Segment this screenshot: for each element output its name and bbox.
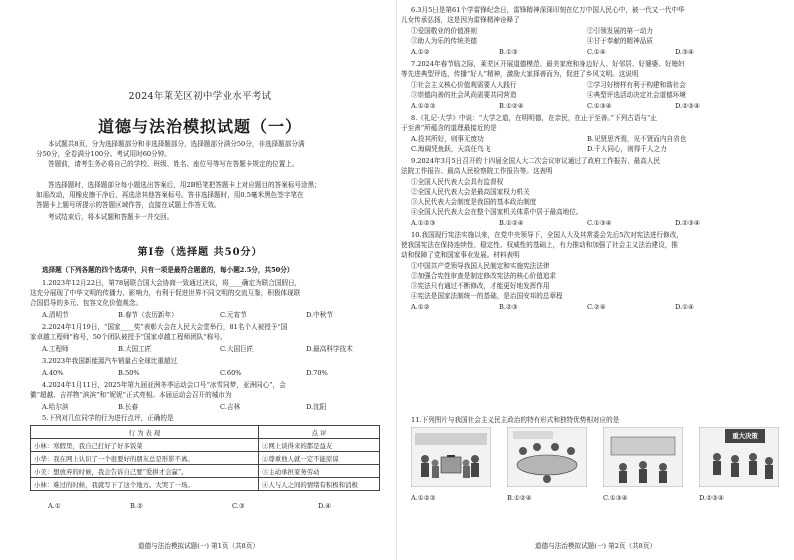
question-8-options xyxy=(411,145,667,155)
statement: ②全国人民代表大会是最高国家权力机关 xyxy=(411,188,530,196)
table-row xyxy=(31,465,380,478)
option[interactable]: D.中秋节 xyxy=(306,311,333,319)
option[interactable]: D.③④ xyxy=(675,48,694,56)
behavior-comment-table xyxy=(30,425,380,491)
note-line: 答题卡上题号所提示的答题区域作答，直接在试题上作答无效。 xyxy=(36,201,221,209)
section-title: 第Ⅰ卷（选择题 共50分） xyxy=(137,247,263,258)
question-2-options xyxy=(42,345,353,355)
statement: ④全国人民代表大会在整个国家机关体系中居于最高地位。 xyxy=(411,208,583,216)
option[interactable]: B.见贤思齐焉，见不贤而内自省也 xyxy=(587,135,687,143)
statement: ④甘于奉献的精神品质 xyxy=(587,37,653,45)
question-2-line: 家卓越工程师”称号，50个团队被授予“国家卓越工程师团队”称号。 xyxy=(30,333,227,341)
question-6-line: 儿女传承弘扬，这是因为雷锋精神诠释了 xyxy=(401,16,520,24)
statement: ①社会主义核心价值观需要人人践行 xyxy=(411,81,517,89)
option[interactable]: A.哈尔滨 xyxy=(42,403,69,411)
table-header: 行 为 表 现 xyxy=(31,426,259,439)
option[interactable]: B.50% xyxy=(118,369,140,377)
question-7-statements xyxy=(411,91,686,101)
option[interactable]: B.①②④ xyxy=(507,494,532,502)
table-row xyxy=(31,478,380,491)
option[interactable]: A.①② xyxy=(411,48,430,56)
question-4-line: 4.2024年1月11日，2025年第九届亚洲冬季运动会口号“冰雪同梦，亚洲同心”，会 xyxy=(42,381,286,389)
option[interactable]: C.大国巨匠 xyxy=(220,345,254,353)
option[interactable]: A.工程师 xyxy=(42,345,69,353)
question-1-line: 合国倡导的多元、包容文化价值观念。 xyxy=(30,299,143,307)
table-row xyxy=(31,439,380,452)
table-cell: ②尊重他人就一定不能原谅 xyxy=(259,452,380,465)
option[interactable]: B.长春 xyxy=(118,403,139,411)
section-instructions: 选择题（下列各题的四个选项中，只有一项是最符合题意的，每小题2.5分，共50分） xyxy=(42,266,294,274)
question-6-options xyxy=(411,48,694,58)
table-header: 点 评 xyxy=(259,426,380,439)
statement: ②学习好榜样有利于构建和谐社会 xyxy=(587,81,686,89)
option[interactable]: A.①②③ xyxy=(411,494,436,502)
table-cell: 小林：难过的时候，我就写下了这个地方。大哭了一场。 xyxy=(31,478,259,491)
note-line: 如需改动，用橡皮擦干净后，再选涂其他答案标号。答非选择题时，用0.5毫米黑色签字笔在 xyxy=(36,191,304,199)
option[interactable]: D.④ xyxy=(318,502,332,510)
option[interactable]: D.最高科学技术 xyxy=(306,345,353,353)
question-5-options xyxy=(48,502,331,512)
statement: ①爱国敬业的价值准则 xyxy=(411,27,477,35)
question-7-options xyxy=(411,102,700,112)
question-4-line: 徽“超越、吉祥物“滨滨”和“妮妮”正式亮相。本届运动会召开的城市为 xyxy=(30,391,232,399)
option[interactable]: A.清明节 xyxy=(42,311,69,319)
option[interactable]: D.①④ xyxy=(675,303,694,311)
statement: ③人民代表大会制度是我国的基本政治制度 xyxy=(411,198,537,206)
question-8-options xyxy=(411,135,686,145)
option[interactable]: A.①②③ xyxy=(411,102,436,110)
note-line: 答选择题时，选择题部分每小题选出答案后，用2B铅笔把答题卡上对应题目的答案标号涂黑； xyxy=(48,181,321,189)
question-8-line: 8.《礼记·大学》中说：“大学之道，在明明德，在亲民，在止于至善。”下列古语与“止 xyxy=(411,114,657,122)
note-line: 分50分，全卷满分100分。考试用时60分钟。 xyxy=(36,150,171,158)
statement: ④典型评选活动决定社会道德环境 xyxy=(587,91,686,99)
statement: ②引领发展的第一动力 xyxy=(587,27,653,35)
question-9-line: 9.2024年3月5日召开的十四届全国人大二次会议审议通过了政府工作报告、最高人民 xyxy=(411,157,661,165)
table-row xyxy=(31,452,380,465)
table-cell: 小华：我在网上认识了一个很要好的朋友总是形影不离。 xyxy=(31,452,259,465)
picture-2-meeting xyxy=(507,427,587,487)
option[interactable]: C.元宵节 xyxy=(220,311,247,319)
banner-text: 重大决策 xyxy=(732,432,758,440)
statement: ③助人为乐的传统美德 xyxy=(411,37,477,45)
question-2-line: 2.2024年1月19日，“国家____奖”表彰大会在人民大会堂举行，81名个人被授予“国 xyxy=(42,323,288,331)
option[interactable]: A.①②③ xyxy=(411,219,436,227)
question-1-line: 这充分展现了中华文明的传播力、影响力，有利于促进世界不同文明的交流互鉴，积极体现联 xyxy=(30,289,301,297)
table-header-row xyxy=(31,426,380,439)
note-line: 答题前，请考生务必将自己的学校、班级、姓名、座位号等写在答题卡规定的位置上。 xyxy=(48,160,299,168)
option[interactable]: D.70% xyxy=(306,369,328,377)
option[interactable]: A.①② xyxy=(411,303,430,311)
question-5-stem: 5.下列对几位同学的行为进行点评，正确的是 xyxy=(42,414,174,422)
option[interactable]: B.①②④ xyxy=(499,102,524,110)
table-cell: 小林：寒假里，我自己打好了好多饭菜 xyxy=(31,439,259,452)
question-4-options xyxy=(42,403,326,413)
option[interactable]: C.②④ xyxy=(587,303,606,311)
option[interactable]: C.①③④ xyxy=(603,494,628,502)
page-footer: 道德与法治模拟试题(一) 第1页（共8页） xyxy=(137,542,260,550)
statement: ①中国共产党领导我国人民制定和实施宪法法律 xyxy=(411,262,550,270)
exam-header: 2024年莱芜区初中学业水平考试 xyxy=(128,91,272,102)
note-line: 考试结束后，将本试题和答题卡一并交回。 xyxy=(48,213,174,221)
question-9-line: 法院工作报告、最高人民检察院工作报告等。这表明 xyxy=(401,167,553,175)
question-6-statements xyxy=(411,37,653,47)
picture-3-consultation xyxy=(603,427,683,487)
option[interactable]: A.① xyxy=(48,502,61,510)
option[interactable]: D.②③④ xyxy=(675,219,700,227)
statement: ①全国人民代表大会具有监督权 xyxy=(411,178,504,186)
question-10-line: 10.我国现行宪法实施以来，在党中央领导下，全国人大及其常委会先后5次对宪法进行修改， xyxy=(411,231,683,239)
question-11-stem: 11.下列图片与我国社会主义民主政治的特有形式和独特优势相对应的是 xyxy=(411,416,620,424)
option[interactable]: C.吉林 xyxy=(220,403,241,411)
question-1-line: 1.2023年12月22日，第78届联合国大会协商一致通过决议，将____确定为联合国假日， xyxy=(42,279,302,287)
picture-1-voting xyxy=(411,427,491,487)
statement: ②加强合宪性审查是制定修改宪法的核心价值追求 xyxy=(411,272,557,280)
statement: ④宪法是国家法制统一的基础，是治国安邦的总章程 xyxy=(411,292,563,300)
question-10-line: 动和保障了党和国家事业发展。材料表明 xyxy=(401,251,520,259)
picture-4-major-decision xyxy=(699,427,779,487)
option[interactable]: B.①③ xyxy=(499,48,518,56)
option[interactable]: B.大国工匠 xyxy=(118,345,152,353)
option[interactable]: C.①③④ xyxy=(587,219,612,227)
question-7-statements xyxy=(411,81,686,91)
question-3-line: 3.2023年我国新能源汽车销量占全球比重超过 xyxy=(42,357,178,365)
table-cell: ①网上谈得来的都是益友 xyxy=(259,439,380,452)
option[interactable]: D.千人同心，则得千人之力 xyxy=(587,145,667,153)
question-1-options xyxy=(42,311,333,321)
table-cell: 小美：想放弃的时候，我会告诉自己要“爱拼才会赢”。 xyxy=(31,465,259,478)
option[interactable]: B.②③ xyxy=(499,303,518,311)
option[interactable]: B.② xyxy=(130,502,143,510)
question-11-options xyxy=(411,494,724,504)
option[interactable]: D.②③④ xyxy=(699,494,724,502)
statement: ③宪法只有通过不断修改，才能更好地发挥作用 xyxy=(411,282,550,290)
option[interactable]: C.海阔凭鱼跃，天高任鸟飞 xyxy=(411,145,491,153)
option[interactable]: B.①②④ xyxy=(499,219,524,227)
question-10-line: 使我国宪法在保持连续性、稳定性、权威性的基础上，有力推动和加强了社会主义法治建设，推 xyxy=(401,241,678,249)
page-footer: 道德与法治模拟试题(一) 第2页（共8页） xyxy=(534,542,657,550)
question-8-line: 于至善”所蕴含的道理最接近的是 xyxy=(401,124,497,132)
page-2 xyxy=(397,0,794,560)
question-6-statements xyxy=(411,27,653,37)
question-9-options xyxy=(411,219,700,229)
question-7-line: 等先进典型评选，传播“好人”精神，激励大家择善而为，促进了乡风文明。这说明 xyxy=(401,70,639,78)
note-line: 本试题共8页，分为选择题部分和非选择题部分，选择题部分满分50分，非选择题部分满 xyxy=(48,140,305,148)
question-7-line: 7.2024年春节临之际，莱芜区开展道德模范、最美家庭和身边好人、好邻居、好婆婆、好媳妇 xyxy=(411,60,685,68)
option[interactable]: A.投其所好，则事无废功 xyxy=(411,135,484,143)
option[interactable]: A.40% xyxy=(42,369,64,377)
table-cell: ④人与人之间的情绪有积极和消极 xyxy=(259,478,380,491)
question-3-options xyxy=(42,369,328,379)
question-6-line: 6.3月5日是第61个学雷锋纪念日，雷锋精神深深印刻在亿万中国人民心中，被一代又一代中华 xyxy=(411,6,685,14)
statement: ③崇德向善的社会风尚需要共同营造 xyxy=(411,91,517,99)
exam-title: 道德与法治模拟试题（一） xyxy=(97,117,302,136)
question-10-options xyxy=(411,303,694,313)
option[interactable]: D.②③④ xyxy=(675,102,700,110)
option[interactable]: C.①③④ xyxy=(587,102,612,110)
option[interactable]: D.沈阳 xyxy=(306,403,327,411)
table-cell: ③主动承担家务劳动 xyxy=(259,465,380,478)
option[interactable]: C.①④ xyxy=(587,48,606,56)
option[interactable]: C.60% xyxy=(220,369,242,377)
option[interactable]: B.春节（农历新年） xyxy=(118,311,178,319)
option[interactable]: C.③ xyxy=(232,502,245,510)
